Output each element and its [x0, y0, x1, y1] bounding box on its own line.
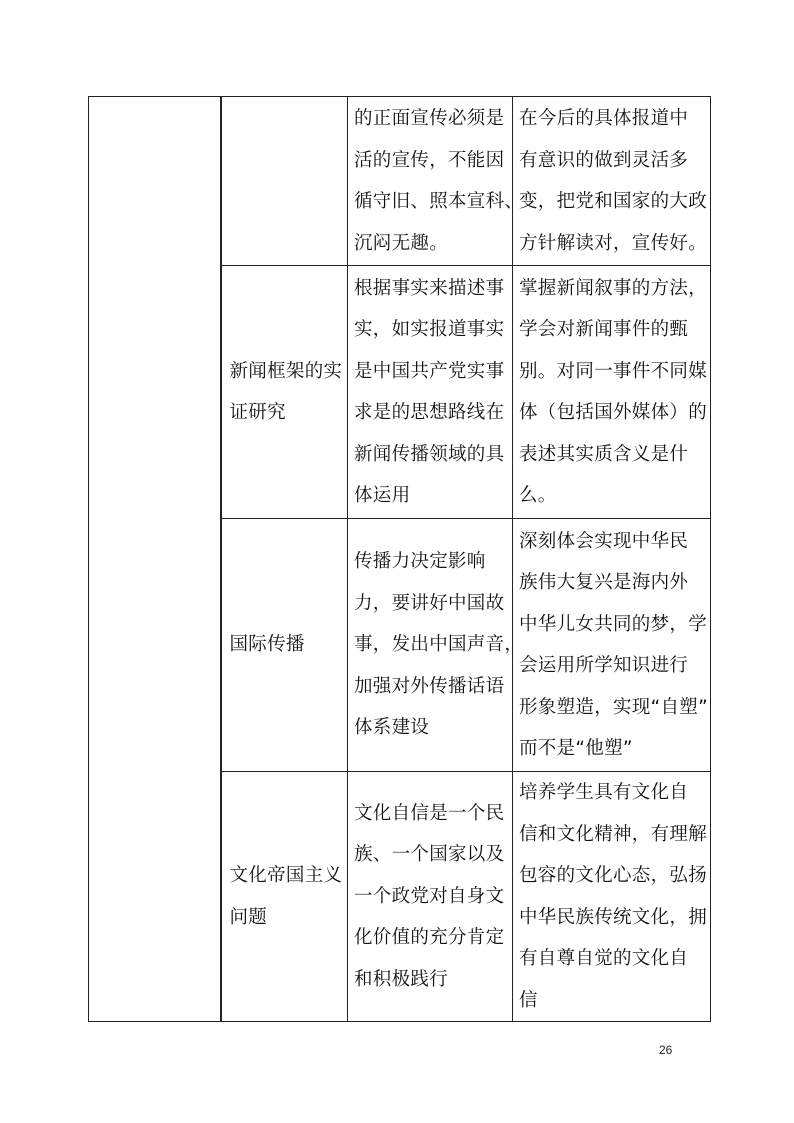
topic-cell [221, 266, 348, 519]
course-table [88, 96, 711, 1022]
topic-cell [221, 519, 348, 772]
goal-line: 中华儿女共同的梦，学 [519, 613, 708, 635]
goal-line: 在今后的具体报道中 [519, 108, 689, 129]
content-line: 循守旧、照本宣科、 [354, 191, 524, 212]
goal-line: 掌握新闻叙事的方法， [519, 277, 708, 299]
goal-line: 有自尊自觉的文化自 [519, 948, 689, 969]
goal-cell [513, 519, 711, 772]
page-number: 26 [659, 1043, 673, 1057]
content-line: 和积极践行 [354, 968, 449, 990]
topic-line: 文化帝国主义 [229, 865, 343, 886]
content-line: 沉闷无趣。 [354, 232, 449, 254]
goal-line: 信和文化精神，有理解 [519, 823, 708, 845]
content-line: 力，要讲好中国故 [354, 592, 505, 614]
goal-line: 有意识的做到灵活多 [519, 149, 689, 171]
content-line: 族、一个国家以及 [354, 844, 505, 866]
goal-line: 么。 [519, 485, 557, 506]
goal-line: 变，把党和国家的大政 [519, 191, 708, 212]
goal-line: 培养学生具有文化自 [519, 782, 689, 803]
goal-cell [513, 266, 711, 519]
goal-line: 深刻体会实现中华民 [519, 530, 689, 552]
content-line: 是中国共产党实事 [354, 360, 505, 382]
goal-line: 会运用所学知识进行 [519, 655, 689, 676]
goal-line: 表述其实质含义是什 [519, 443, 689, 465]
goal-cell [513, 772, 711, 1022]
goal-line: 体（包括国外媒体）的 [519, 402, 708, 423]
content-line: 新闻传播领域的具 [354, 443, 505, 465]
topic-cell [221, 97, 348, 266]
content-line: 事，发出中国声音， [354, 634, 524, 656]
goal-cell [513, 97, 711, 266]
goal-line: 而不是“他塑” [519, 738, 633, 759]
goal-line: 信 [519, 989, 538, 1011]
topic-line: 国际传播 [229, 634, 305, 656]
content-line: 根据事实来描述事 [354, 277, 505, 299]
goal-line: 别。对同一事件不同媒 [519, 360, 708, 382]
goal-line: 方针解读对，宣传好。 [519, 232, 708, 254]
content-line: 活的宣传，不能因 [354, 149, 505, 171]
content-line: 的正面宣传必须是 [354, 108, 505, 129]
goal-line: 族伟大复兴是海内外 [519, 572, 689, 593]
goal-line: 学会对新闻事件的甄 [519, 319, 689, 340]
left-merged-cell [89, 97, 221, 1022]
content-cell [348, 97, 524, 266]
content-cell [348, 266, 513, 519]
topic-line: 证研究 [229, 402, 286, 423]
content-line: 加强对外传播话语 [354, 675, 505, 697]
goal-line: 包容的文化心态，弘扬 [519, 865, 708, 886]
goal-line: 形象塑造，实现“自塑” [519, 696, 708, 718]
content-line: 文化自信是一个民 [354, 802, 505, 824]
topic-line: 新闻框架的实 [229, 360, 343, 382]
content-line: 体运用 [354, 485, 411, 506]
topic-cell [221, 772, 348, 1022]
table-row [89, 97, 711, 266]
content-line: 实，如实报道事实 [354, 319, 505, 340]
content-line: 传播力决定影响 [354, 551, 486, 573]
content-line: 求是的思想路线在 [354, 402, 505, 423]
topic-line: 问题 [229, 906, 268, 928]
content-line: 化价值的充分肯定 [354, 927, 505, 949]
goal-line: 中华民族传统文化，拥 [519, 906, 708, 928]
content-cell [348, 772, 513, 1022]
content-line: 一个政党对自身文 [354, 885, 505, 907]
content-line: 体系建设 [354, 717, 430, 739]
content-cell [348, 519, 524, 772]
